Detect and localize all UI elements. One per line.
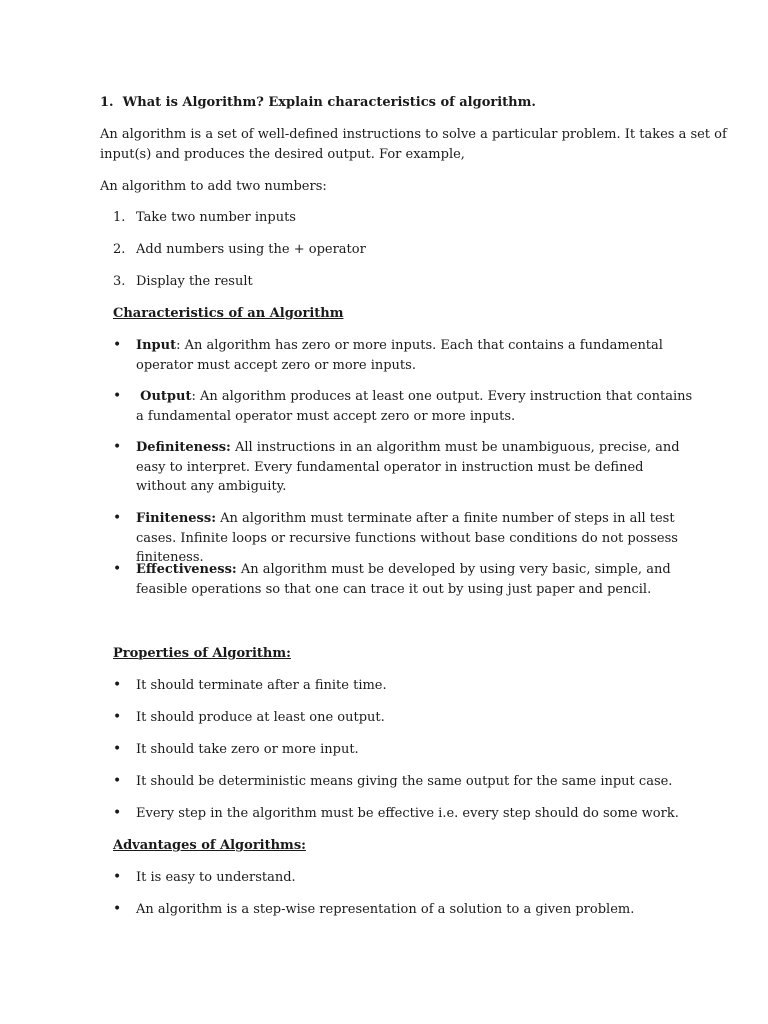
question-heading [100, 93, 536, 112]
bullet-icon: • [113, 337, 122, 353]
advantages-heading: Advantages of Algorithms: [113, 838, 306, 853]
bullet-icon: • [113, 709, 122, 725]
bullet-icon: • [113, 677, 122, 693]
characteristic-sep: : [176, 338, 181, 353]
step-number: 1. [113, 210, 126, 225]
step-number: 2. [113, 242, 126, 257]
bullet-icon: • [113, 439, 122, 455]
bullet-icon: • [113, 510, 122, 526]
bullet-icon: • [113, 901, 122, 917]
question-number: 1. [100, 95, 114, 110]
characteristics-heading: Characteristics of an Algorithm [113, 306, 344, 321]
characteristic-sep: : [191, 389, 196, 404]
characteristic-text: An algorithm produces at least one output. Every instruction that contains a fundamental operator must accept zero or more inputs. [136, 389, 693, 424]
property-item: Every step in the algorithm must be effective i.e. every step should do some work. [136, 806, 679, 821]
bullet-icon: • [113, 773, 122, 789]
intro-line-2: input(s) and produces the desired output. For example, [100, 147, 465, 162]
property-item: It should produce at least one output. [136, 710, 385, 725]
characteristic-item [136, 387, 696, 426]
bullet-icon: • [113, 561, 122, 577]
step-item [113, 240, 125, 259]
properties-heading: Properties of Algorithm: [113, 646, 291, 661]
property-item: It should take zero or more input. [136, 742, 359, 757]
characteristic-item [136, 560, 696, 599]
property-item: It should be deterministic means giving the same output for the same input case. [136, 774, 673, 789]
advantage-item: An algorithm is a step-wise representation of a solution to a given problem. [136, 902, 635, 917]
bullet-icon: • [113, 388, 122, 404]
characteristic-term: Finiteness: [136, 511, 216, 526]
step-item [113, 208, 125, 227]
bullet-icon: • [113, 741, 122, 757]
advantage-item: It is easy to understand. [136, 870, 296, 885]
bullet-icon: • [113, 805, 122, 821]
characteristic-text: An algorithm must terminate after a finite number of steps in all test cases. Infinite loops or recursive functions without base conditions do not possess finiteness. [136, 511, 678, 565]
step-text: Display the result [136, 274, 253, 289]
characteristic-text: An algorithm has zero or more inputs. Each that contains a fundamental operator must accept zero or more inputs. [136, 338, 663, 373]
characteristic-term: Effectiveness: [136, 562, 237, 577]
characteristic-text: All instructions in an algorithm must be unambiguous, precise, and easy to interpret. Every fundamental operator in instruction must be defined without any ambiguity. [136, 440, 680, 494]
step-text: Take two number inputs [136, 210, 296, 225]
step-number: 3. [113, 274, 126, 289]
example-intro: An algorithm to add two numbers: [100, 179, 327, 194]
characteristic-item [136, 438, 696, 497]
characteristic-item [136, 509, 696, 568]
step-item [113, 272, 125, 291]
step-text: Add numbers using the + operator [136, 242, 366, 257]
characteristic-item [136, 336, 696, 375]
characteristic-term: Output [140, 389, 192, 404]
characteristic-text: An algorithm must be developed by using very basic, simple, and feasible operations so that one can trace it out by using just paper and pencil. [136, 562, 671, 597]
property-item: It should terminate after a finite time. [136, 678, 387, 693]
bullet-icon: • [113, 869, 122, 885]
characteristic-term: Definiteness: [136, 440, 231, 455]
question-title: What is Algorithm? Explain characteristics of algorithm. [122, 95, 536, 110]
characteristic-term: Input [136, 338, 177, 353]
intro-line-1: An algorithm is a set of well-defined instructions to solve a particular problem. It takes a set of [100, 127, 727, 142]
